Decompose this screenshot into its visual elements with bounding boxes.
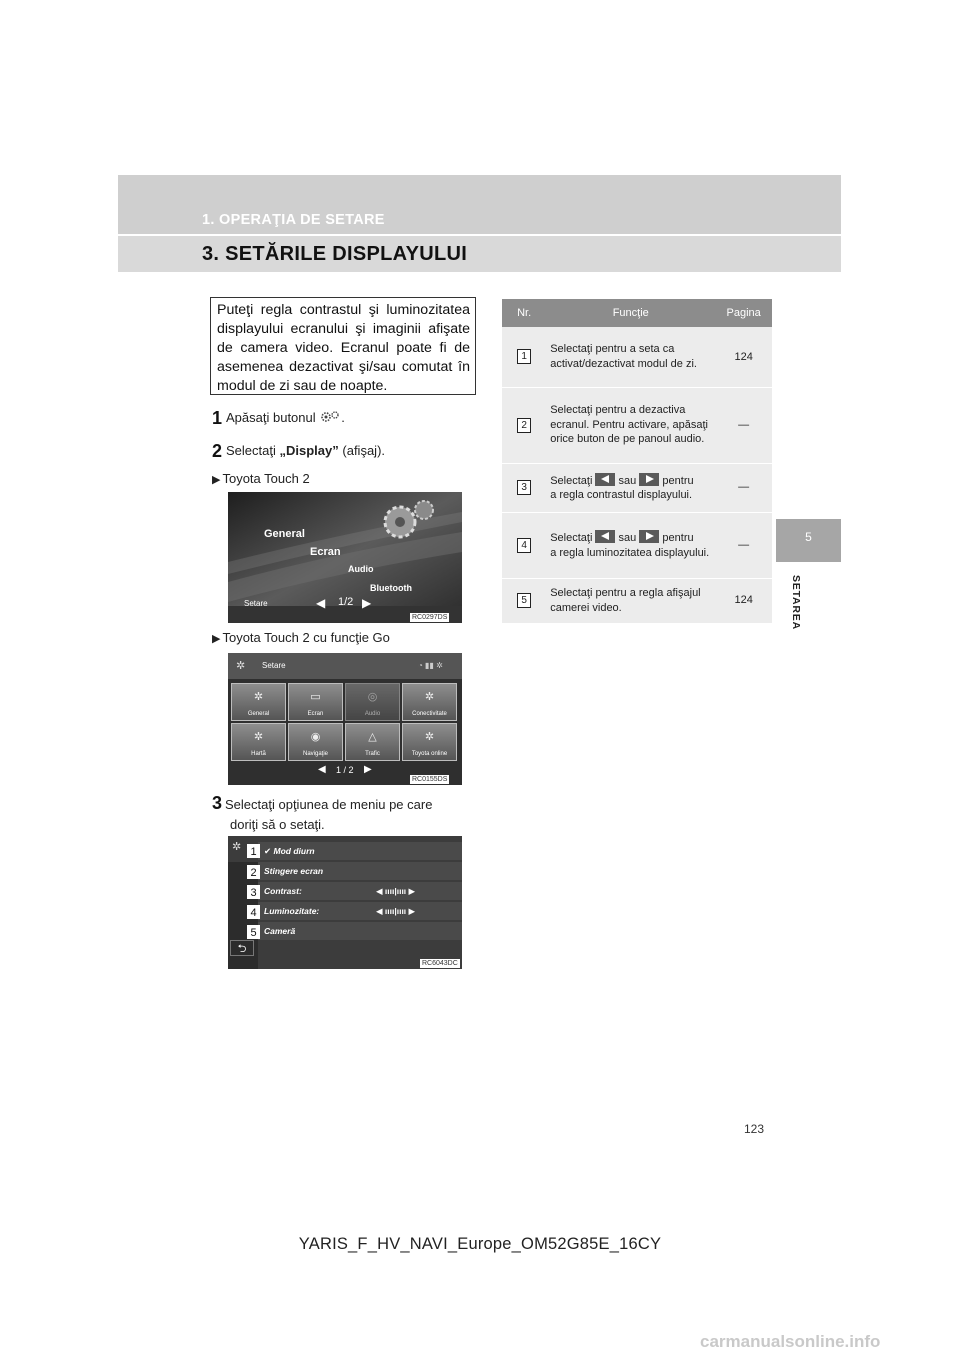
step-number: 2: [212, 441, 223, 461]
page-cell: 124: [715, 578, 772, 623]
navigation-icon: ◉: [310, 731, 321, 743]
page-cell: —: [715, 387, 772, 463]
step-2-after: (afişaj).: [342, 443, 386, 458]
function-text: sau: [618, 474, 637, 487]
menu-item-general: General: [264, 528, 305, 540]
function-text: pentru: [662, 474, 694, 487]
setup-gear-icon: [319, 411, 341, 423]
intro-text: Puteţi regla contrastul şi luminozitatea displayului ecranului şi imaginii afişate de camera video. Ecranul poate fi de asemenea dezactivat şi/sau comutat în modul de zi sau de noapte.: [217, 302, 470, 394]
row-mod-diurn: [258, 842, 462, 860]
online-icon: ✲: [424, 731, 435, 743]
gear-icon: ✲: [253, 691, 264, 703]
screen-touch2-go: [228, 653, 462, 785]
gear-icon: ✲: [236, 660, 246, 672]
tile-label: Audio: [364, 711, 381, 717]
callout-number: 3: [247, 885, 260, 899]
row-label: Stingere ecran: [264, 866, 324, 876]
callout-number: 4: [247, 905, 260, 919]
step-2-text: Selectaţi: [226, 443, 276, 458]
level-slider-icon: ◀ ıııı|ıııı ▶: [376, 886, 416, 896]
tile-navigatie: [288, 723, 343, 761]
header-divider: [118, 234, 841, 236]
row-luminozitate: [258, 902, 462, 920]
gear-icon: ✲: [232, 841, 242, 853]
tile-general: [231, 683, 286, 721]
callout-number: 1: [247, 844, 260, 858]
audio-icon: ◎: [367, 691, 378, 703]
section-title: 3. SETĂRILE DISPLAYULUI: [202, 243, 468, 265]
chapter-title: 1. OPERAŢIA DE SETARE: [202, 212, 385, 228]
screen-footer-title: Setare: [244, 599, 268, 608]
triangle-bullet-icon: ▶: [212, 633, 221, 645]
function-cell: Selectaţi pentru a dezactiva ecranul. Pentru activare, apăsaţi orice buton de pe panoul audio.: [546, 387, 715, 463]
screen-title: Setare: [262, 661, 286, 670]
step-3-line2: doriţi să o setaţi.: [230, 817, 325, 832]
variant-1-text: Toyota Touch 2: [222, 471, 310, 486]
row-label: Contrast:: [264, 886, 302, 896]
arrow-left-icon: [595, 530, 615, 543]
step-number: 1: [212, 408, 223, 428]
function-text: sau: [618, 532, 637, 544]
step-number: 3: [212, 793, 223, 813]
row-label: Cameră: [264, 926, 296, 936]
variant-1-label: [212, 471, 310, 486]
connectivity-icon: ✲: [424, 691, 435, 703]
callout-number: 5: [517, 593, 531, 608]
callout-number: 5: [247, 925, 260, 939]
column-header-functie: Funcţie: [546, 299, 715, 327]
tile-label: Navigaţie: [302, 751, 328, 757]
table-row: [502, 327, 772, 387]
status-icons: ◔ ▮▮ ✲: [418, 661, 443, 670]
column-header-pagina: Pagina: [715, 299, 772, 327]
function-cell: Selectaţi pentru a regla afişajul camerei video.: [546, 578, 715, 623]
level-slider-icon: ◀ ıııı|ıııı ▶: [376, 906, 416, 916]
pager-text: 1/2: [338, 596, 354, 608]
row-contrast: [258, 882, 462, 900]
tile-label: Toyota online: [411, 751, 448, 757]
page-cell: 124: [715, 327, 772, 387]
map-icon: ✲: [253, 731, 264, 743]
screen-touch2: [228, 492, 462, 623]
intro-box: [210, 297, 476, 395]
image-code: RC0155DS: [412, 776, 448, 783]
variant-2-text: Toyota Touch 2 cu funcţie Go: [222, 630, 390, 645]
function-cell: [546, 512, 715, 578]
table-header-row: [502, 299, 772, 327]
image-code: RC0297DS: [412, 614, 448, 621]
image-code: RC6043DC: [422, 960, 458, 967]
step-1: [212, 408, 345, 429]
menu-item-audio: Audio: [348, 564, 374, 574]
arrow-right-icon: [639, 473, 659, 486]
tile-label: General: [247, 711, 270, 717]
page-number: 123: [744, 1122, 765, 1136]
tile-toyota-online: [402, 723, 457, 761]
page-cell: —: [715, 512, 772, 578]
tile-harta: [231, 723, 286, 761]
row-camera: [258, 922, 462, 940]
pager-text: 1 / 2: [336, 765, 354, 775]
table-row: [502, 387, 772, 463]
screen-display-settings: [228, 836, 462, 969]
callout-number: 4: [517, 538, 531, 553]
pager-next-icon: ▶: [362, 596, 372, 610]
pager-prev-icon: ◀: [316, 596, 326, 610]
chapter-tab-label: SETAREA: [790, 575, 802, 630]
tile-label: Trafic: [365, 751, 380, 757]
menu-item-ecran: Ecran: [310, 546, 341, 558]
table-row: [502, 512, 772, 578]
step-2: [212, 441, 385, 462]
arrow-right-icon: [639, 530, 659, 543]
tile-audio: [345, 683, 400, 721]
page-cell: —: [715, 463, 772, 512]
menu-item-bluetooth: Bluetooth: [370, 583, 412, 593]
watermark: carmanualsonline.info: [700, 1332, 881, 1351]
function-cell: [546, 463, 715, 512]
column-header-nr: Nr.: [502, 299, 546, 327]
document-code: YARIS_F_HV_NAVI_Europe_OM52G85E_16CY: [298, 1235, 662, 1253]
step-3-line1: Selectaţi opţiunea de meniu pe care: [225, 797, 433, 812]
back-icon: ⮌: [230, 940, 254, 956]
row-stingere-ecran: [258, 862, 462, 880]
callout-number: 2: [517, 418, 531, 433]
function-text: Selectaţi: [550, 474, 593, 487]
function-text: a regla contrastul displayului.: [550, 489, 693, 501]
function-cell: Selectaţi pentru a seta ca activat/dezactivat modul de zi.: [546, 327, 715, 387]
traffic-icon: △: [368, 731, 377, 743]
callout-number: 1: [517, 349, 531, 364]
variant-2-label: [212, 630, 390, 645]
function-table: [502, 299, 772, 624]
step-1-text: Apăsaţi butonul: [226, 410, 316, 425]
callout-number: 2: [247, 865, 260, 879]
row-label: Luminozitate:: [264, 906, 320, 916]
table-row: [502, 578, 772, 623]
table-row: [502, 463, 772, 512]
step-3: [212, 793, 478, 835]
check-icon: ✔: [264, 846, 272, 856]
tile-trafic: [345, 723, 400, 761]
triangle-bullet-icon: ▶: [212, 474, 221, 486]
function-text: Selectaţi: [550, 532, 593, 544]
function-text: a regla luminozitatea displayului.: [550, 546, 710, 559]
chapter-tab-number: 5: [805, 530, 812, 544]
tile-label: Ecran: [307, 711, 324, 717]
tile-label: Hartă: [251, 751, 266, 757]
function-text: pentru: [662, 532, 694, 544]
pager-prev-icon: ◀: [318, 764, 326, 775]
step-2-bold: „Display”: [279, 443, 339, 458]
row-label: Mod diurn: [273, 846, 315, 856]
pager-next-icon: ▶: [364, 764, 372, 775]
step-1-after: .: [341, 410, 345, 425]
arrow-left-icon: [595, 473, 615, 486]
tile-conectivitate: [402, 683, 457, 721]
tile-ecran: [288, 683, 343, 721]
tile-label: Conectivitate: [412, 711, 447, 717]
display-icon: ▭: [310, 691, 321, 703]
callout-number: 3: [517, 480, 531, 495]
